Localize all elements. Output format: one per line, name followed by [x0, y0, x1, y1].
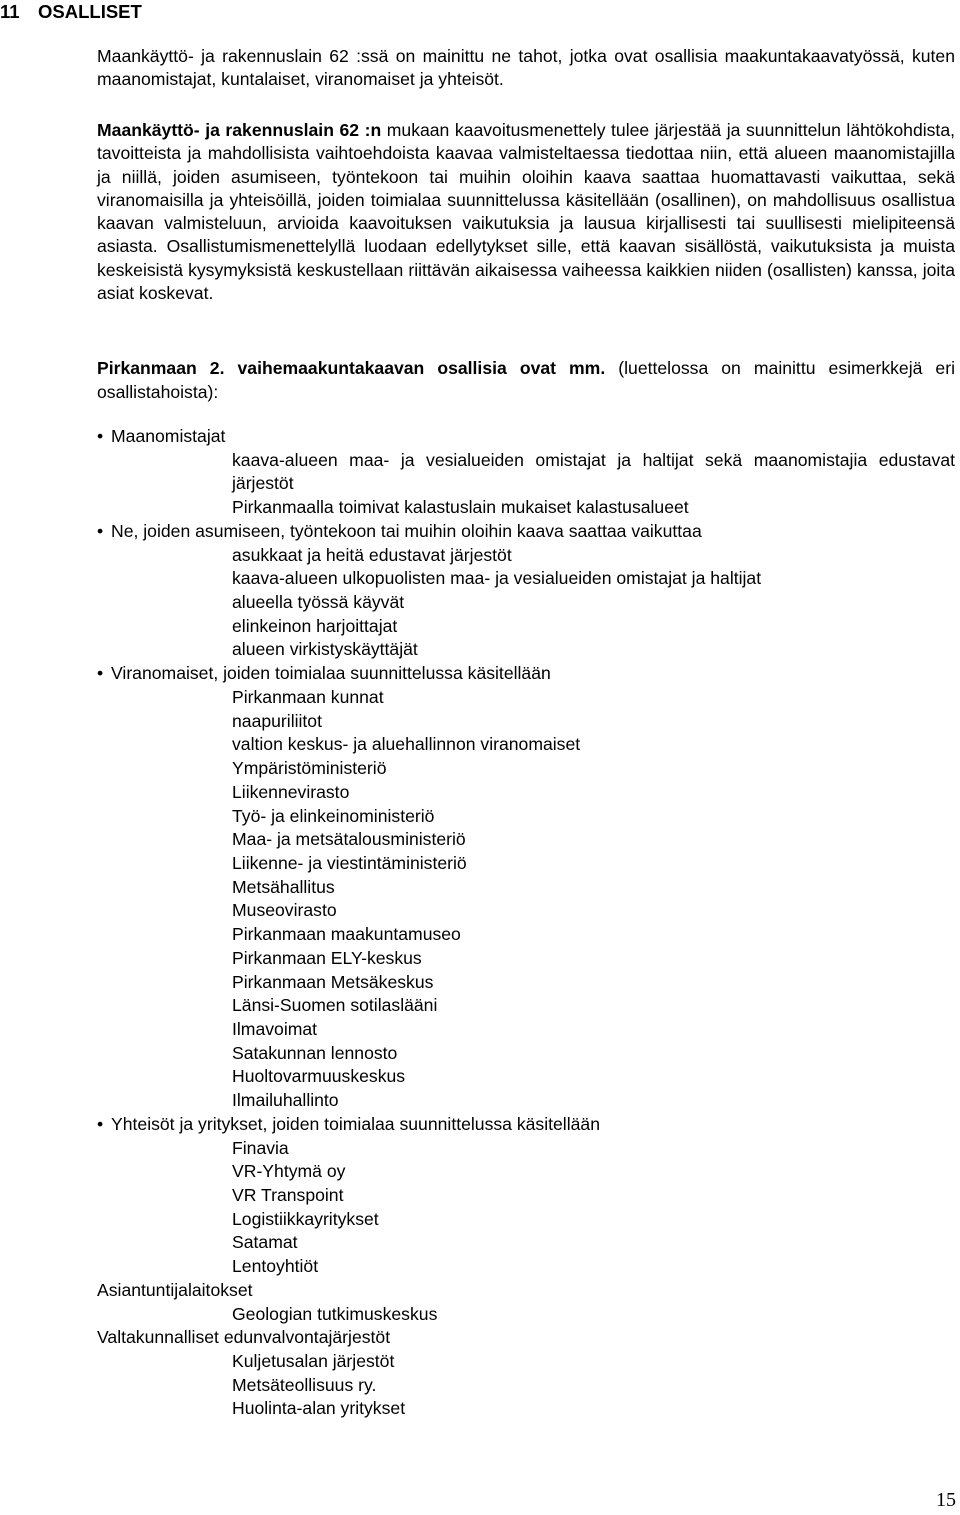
- participant-category: [97, 1326, 955, 1350]
- participant-item: naapuriliitot: [232, 710, 322, 731]
- category-label: Yhteisöt ja yritykset, joiden toimialaa suunnittelussa käsitellään: [111, 1113, 600, 1134]
- participant-item: Pirkanmaan Metsäkeskus: [232, 971, 434, 992]
- participant-item: Logistiikkayritykset: [232, 1208, 379, 1229]
- bullet-icon: •: [97, 520, 104, 541]
- participant-item: Pirkanmaan maakuntamuseo: [232, 924, 461, 945]
- participants-intro-bold: Pirkanmaan 2. vaihemaakuntakaavan osallisia ovat mm.: [97, 358, 606, 378]
- participant-item: Huoltovarmuuskeskus: [232, 1066, 406, 1087]
- paragraph-lead: Maankäyttö- ja rakennuslain 62 :n: [97, 120, 382, 140]
- category-label: Maanomistajat: [111, 426, 226, 446]
- category-label: Valtakunnalliset edunvalvontajärjestöt: [97, 1327, 391, 1348]
- participant-item: Pirkanmaalla toimivat kalastuslain mukaiset kalastusalueet: [232, 497, 689, 518]
- section-number: 11: [0, 1, 20, 22]
- participant-item: Ilmailuhallinto: [232, 1090, 339, 1111]
- participant-item: VR Transpoint: [232, 1185, 344, 1205]
- category-label: Ne, joiden asumiseen, työntekoon tai muihin oloihin kaava saattaa vaikuttaa: [111, 520, 702, 541]
- process-paragraph: [97, 119, 955, 305]
- participant-item: kaava-alueen maa- ja vesialueiden omistajat ja haltijat sekä maanomistajia edustavat järjestöt: [232, 449, 955, 494]
- participant-item: Liikenne- ja viestintäministeriö: [232, 852, 467, 873]
- participant-item: VR-Yhtymä oy: [232, 1161, 346, 1182]
- category-label: Viranomaiset, joiden toimialaa suunnittelussa käsitellään: [111, 663, 551, 684]
- participant-item: Geologian tutkimuskeskus: [232, 1303, 438, 1324]
- intro-paragraph: Maankäyttö- ja rakennuslain 62 :ssä on mainittu ne tahot, jotka ovat osallisia maakuntakaavatyössä, kuten maanomistajat, kuntalaiset, viranomaiset ja yhteisöt.: [97, 46, 955, 90]
- participant-category: [97, 425, 955, 449]
- section-heading: [0, 0, 142, 24]
- participant-item: Metsähallitus: [232, 876, 335, 897]
- participant-item: Huolinta-alan yritykset: [232, 1398, 406, 1419]
- participant-category: [97, 1113, 955, 1137]
- participant-item: Ilmavoimat: [232, 1018, 318, 1039]
- participant-item: alueella työssä käyvät: [232, 592, 405, 613]
- participant-item: Metsäteollisuus ry.: [232, 1374, 377, 1395]
- participants-intro: [97, 356, 955, 404]
- paragraph-body: mukaan kaavoitusmenettely tulee järjestää ja suunnittelun lähtökohdista, tavoitteista ja mahdollisista vaihtoehdoista kaavaa valmisteltaessa tiedottaa niin, että alueen maanomistajilla ja niillä, joiden asumiseen, työntekoon tai muihin oloihin kaava saattaa huomattavasti vaikuttaa, sekä viranomaisilla ja yhteisöillä, joiden toimialaa suunnittelussa käsitellään (osallinen), on mahdollisuus osallistua kaavan valmisteluun, arvioida kaavoituksen vaikutuksia ja lausua kirjallisesti tai suullisesti mielipiteensä asiasta. Osallistumismenettelyllä luodaan edellytykset sille, että kaavan sisällöstä, vaikutuksista ja muista keskeisistä kysymyksistä keskustellaan riittävän aikaisessa vaiheessa kaikkien niiden (osallisten) kanssa, joita asiat koskevat.: [97, 120, 955, 304]
- participant-item: Pirkanmaan ELY-keskus: [232, 947, 422, 968]
- participant-category: [97, 662, 955, 686]
- page-number: 15: [936, 1489, 956, 1511]
- participant-item: elinkeinon harjoittajat: [232, 615, 398, 636]
- participant-item: Kuljetusalan järjestöt: [232, 1351, 395, 1372]
- bullet-icon: •: [97, 663, 104, 684]
- participant-item: Museovirasto: [232, 900, 337, 921]
- participant-item: alueen virkistyskäyttäjät: [232, 639, 418, 660]
- participant-item: asukkaat ja heitä edustavat järjestöt: [232, 544, 512, 565]
- participants-intro-note: (luettelossa on mainittu esimerkkejä eri osallistahoista):: [97, 358, 955, 402]
- participant-item: Länsi-Suomen sotilaslääni: [232, 995, 438, 1016]
- category-label: Asiantuntijalaitokset: [97, 1279, 253, 1300]
- participant-item: Finavia: [232, 1137, 289, 1158]
- participant-item: Ympäristöministeriö: [232, 758, 387, 779]
- participant-item: kaava-alueen ulkopuolisten maa- ja vesialueiden omistajat ja haltijat: [232, 568, 762, 589]
- bullet-icon: •: [97, 426, 104, 446]
- participant-item: Maa- ja metsätalousministeriö: [232, 829, 466, 850]
- participants-list: [97, 425, 955, 1421]
- bullet-icon: •: [97, 1113, 104, 1134]
- participant-item: Lentoyhtiöt: [232, 1256, 319, 1277]
- section-title: OSALLISET: [38, 1, 142, 22]
- participant-category: [97, 520, 955, 544]
- participant-item: Satamat: [232, 1232, 298, 1253]
- participant-item: Pirkanmaan kunnat: [232, 686, 384, 707]
- participant-item: valtion keskus- ja aluehallinnon viranomaiset: [232, 734, 581, 755]
- participant-item: Satakunnan lennosto: [232, 1042, 398, 1063]
- participant-category: [97, 1279, 955, 1303]
- participant-item: Liikennevirasto: [232, 781, 350, 802]
- participant-item: Työ- ja elinkeinoministeriö: [232, 805, 435, 826]
